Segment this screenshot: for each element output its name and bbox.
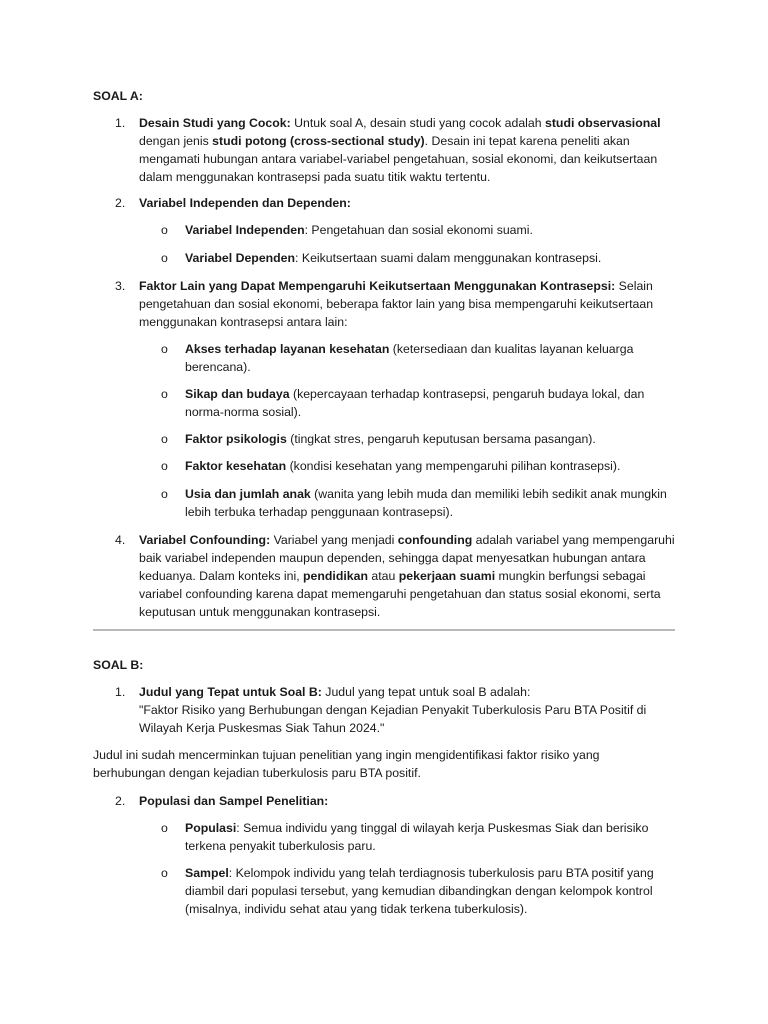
soal-a-heading: SOAL A: (93, 89, 143, 103)
text-run: . Desain ini tepat karena peneliti akan mengamati hubungan antara variabel-variabel pengetahuan, sosial ekonomi, dan keikutsertaan dalam menggunakan kontrasepsi pada suatu titik waktu tertentu. (139, 134, 658, 184)
section-divider (93, 629, 675, 631)
text-run: Variabel yang menjadi (270, 533, 398, 547)
bold-run: pekerjaan suami (398, 569, 496, 583)
text-run: Untuk soal A, desain studi yang cocok adalah (290, 116, 545, 130)
soal-b-item-1 (115, 683, 675, 737)
bullet-icon: o (161, 487, 168, 501)
sub-text: (wanita yang lebih muda dan memiliki lebih sedikit anak mungkin lebih terbuka terhadap penggunaan kontrasepsi). (185, 487, 667, 519)
text-run: atau (367, 569, 399, 583)
sub-text: (ketersediaan dan kualitas layanan keluarga berencana). (185, 342, 634, 374)
soal-b-item-2-sub-1 (161, 819, 675, 855)
sub-label: Populasi (185, 821, 237, 835)
sub-label: Sampel (185, 866, 229, 880)
list-number: 2. (115, 794, 126, 808)
sub-text: (kepercayaan terhadap kontrasepsi, pengaruh budaya lokal, dan norma-norma sosial). (185, 387, 645, 419)
item-text: Selain pengetahuan dan sosial ekonomi, beberapa faktor lain yang bisa mempengaruhi keikutsertaan menggunakan kontrasepsi antara lain: (139, 279, 654, 329)
sub-text: : Kelompok individu yang telah terdiagnosis tuberkulosis paru BTA positif yang diambil dari populasi tersebut, yang kemudian dibandingkan dengan kelompok kontrol (misalnya, individu sehat atau yang tidak terkena tuberkulosis). (185, 866, 654, 916)
soal-a-item-2 (115, 194, 675, 212)
bullet-icon: o (161, 821, 168, 835)
soal-b-item-2 (115, 792, 675, 810)
bullet-icon: o (161, 251, 168, 265)
item-title: Populasi dan Sampel Penelitian: (139, 794, 329, 808)
text-run: adalah variabel yang mempengaruhi baik variabel independen maupun dependen, sehingga dapat menyesatkan hubungan antara keduanya. Dalam konteks ini, (139, 533, 675, 583)
sub-label: Faktor psikologis (185, 432, 287, 446)
soal-a-item-3-sub-3 (161, 430, 675, 448)
soal-a-item-3-sub-2 (161, 385, 675, 421)
bold-run: confounding (397, 533, 473, 547)
soal-b-item-2-sub-2 (161, 864, 675, 918)
item-title: Judul yang Tepat untuk Soal B: (139, 685, 322, 699)
sub-label: Usia dan jumlah anak (185, 487, 311, 501)
soal-b-paragraph: Judul ini sudah mencerminkan tujuan penelitian yang ingin mengidentifikasi faktor risiko yang berhubungan dengan kejadian tuberkulosis paru BTA positif. (93, 748, 600, 780)
soal-a-item-1 (115, 114, 675, 186)
bullet-icon: o (161, 459, 168, 473)
list-number: 2. (115, 196, 126, 210)
item-title: Variabel Independen dan Dependen: (139, 196, 351, 210)
bold-run: studi observasional (545, 116, 661, 130)
sub-text: : Semua individu yang tinggal di wilayah kerja Puskesmas Siak dan berisiko terkena penyakit tuberkulosis paru. (185, 821, 649, 853)
soal-a-item-2-sub-2 (161, 249, 675, 267)
sub-label: Variabel Independen (185, 223, 305, 237)
soal-a-item-3-sub-5 (161, 485, 675, 521)
item-title: Desain Studi yang Cocok: (139, 116, 291, 130)
sub-text: : Pengetahuan dan sosial ekonomi suami. (304, 223, 533, 237)
list-number: 4. (115, 533, 126, 547)
sub-label: Variabel Dependen (185, 251, 296, 265)
sub-label: Sikap dan budaya (185, 387, 290, 401)
soal-a-item-4 (115, 531, 675, 621)
item-text: Judul yang tepat untuk soal B adalah: (321, 685, 531, 699)
soal-a-item-3-sub-1 (161, 340, 675, 376)
item-title: Faktor Lain yang Dapat Mempengaruhi Keikutsertaan Menggunakan Kontrasepsi: (139, 279, 616, 293)
soal-a-item-2-sub-1 (161, 221, 675, 239)
list-number: 1. (115, 685, 126, 699)
bold-run: studi potong (cross-sectional study) (212, 134, 425, 148)
list-number: 1. (115, 116, 126, 130)
soal-a-item-3 (115, 277, 675, 331)
sub-text: : Keikutsertaan suami dalam menggunakan kontrasepsi. (295, 251, 602, 265)
list-item-text (139, 114, 675, 186)
sub-label: Akses terhadap layanan kesehatan (185, 342, 390, 356)
bullet-icon: o (161, 432, 168, 446)
bold-run: pendidikan (303, 569, 368, 583)
text-run: mungkin berfungsi sebagai variabel confounding karena dapat memengaruhi pengetahuan dan status sosial ekonomi, serta keputusan untuk menggunakan kontrasepsi. (139, 569, 661, 619)
sub-text: (kondisi kesehatan yang mempengaruhi pilihan kontrasepsi). (286, 459, 621, 473)
sub-label: Faktor kesehatan (185, 459, 287, 473)
item-title: Variabel Confounding: (139, 533, 271, 547)
bullet-icon: o (161, 866, 168, 880)
list-number: 3. (115, 279, 126, 293)
text-run: dengan jenis (139, 134, 213, 148)
bullet-icon: o (161, 342, 168, 356)
bullet-icon: o (161, 223, 168, 237)
soal-a-item-3-sub-4 (161, 457, 675, 475)
soal-b-heading: SOAL B: (93, 658, 144, 672)
title-quote: "Faktor Risiko yang Berhubungan dengan Kejadian Penyakit Tuberkulosis Paru BTA Positif di Wilayah Kerja Puskesmas Siak Tahun 2024." (139, 703, 647, 735)
bullet-icon: o (161, 387, 168, 401)
sub-text: (tingkat stres, pengaruh keputusan bersama pasangan). (286, 432, 596, 446)
